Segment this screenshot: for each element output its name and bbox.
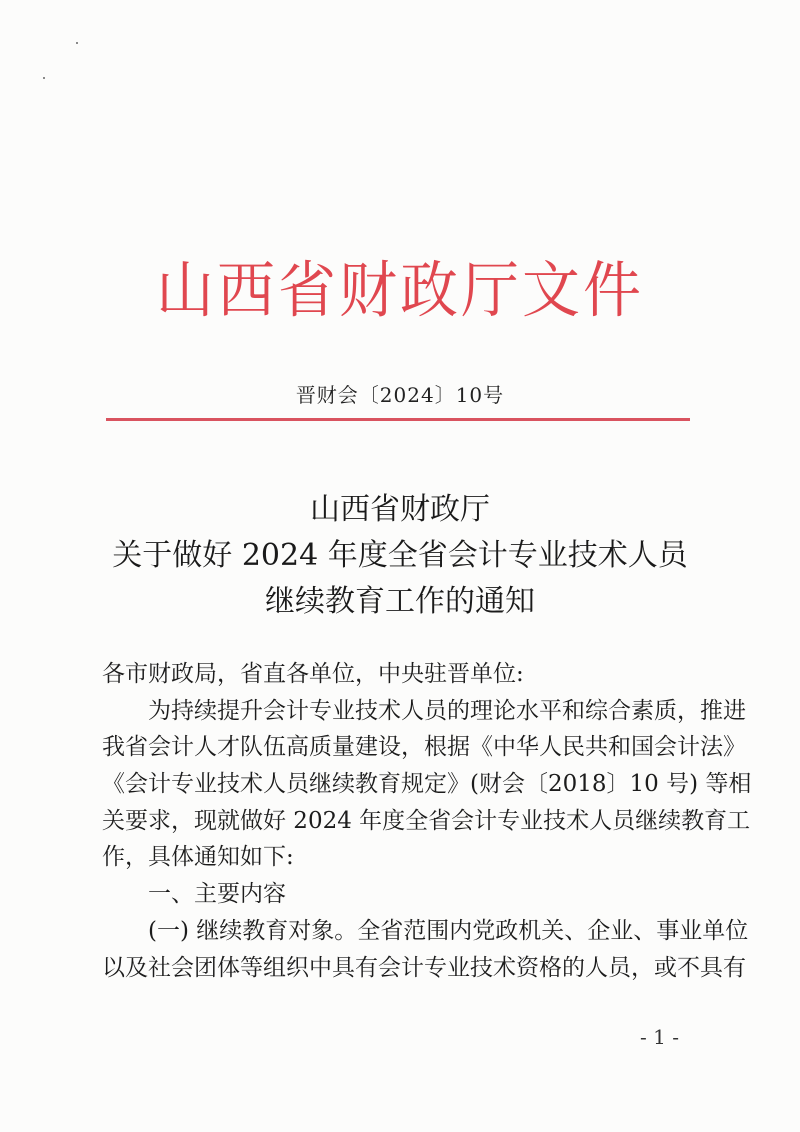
body-paragraph-line: 以及社会团体等组织中具有会计专业技术资格的人员，或不具有 bbox=[102, 954, 746, 981]
document-number: 晋财会〔2024〕10号 bbox=[295, 383, 505, 407]
body-paragraph-line: 为持续提升会计专业技术人员的理论水平和综合素质，推进 bbox=[148, 697, 746, 724]
body-paragraph-line: 关要求，现就做好 2024 年度全省会计专业技术人员继续教育工 bbox=[102, 807, 751, 834]
body-paragraph-line: 我省会计人才队伍高质量建设，根据《中华人民共和国会计法》 bbox=[102, 734, 746, 761]
notice-title bbox=[0, 487, 800, 625]
red-divider-line bbox=[106, 418, 690, 421]
document-body bbox=[102, 656, 752, 986]
notice-title-issuer: 山西省财政厅 bbox=[310, 492, 490, 527]
document-header-title: 山西省财政厅文件 bbox=[155, 254, 644, 326]
notice-title-subject-cont: 继续教育工作的通知 bbox=[265, 584, 535, 619]
section-heading: 一、主要内容 bbox=[148, 881, 286, 908]
body-paragraph-line: (一) 继续教育对象。全省范围内党政机关、企业、事业单位 bbox=[148, 917, 749, 944]
body-paragraph-line: 作，具体通知如下: bbox=[102, 844, 294, 871]
notice-title-subject: 关于做好 2024 年度全省会计专业技术人员 bbox=[112, 538, 688, 573]
body-paragraph-line: 《会计专业技术人员继续教育规定》(财会〔2018〕10 号) 等相 bbox=[102, 771, 752, 798]
scan-speck bbox=[76, 42, 78, 44]
addressee-line: 各市财政局，省直各单位，中央驻晋单位: bbox=[102, 661, 524, 687]
scan-speck bbox=[43, 77, 45, 79]
page-number: - 1 - bbox=[640, 1025, 679, 1049]
